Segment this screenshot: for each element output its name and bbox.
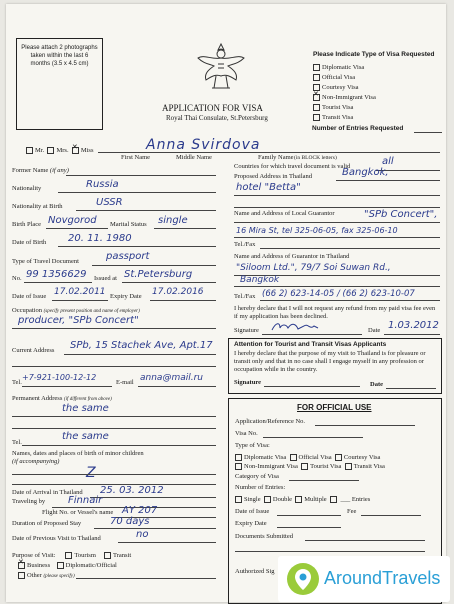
permanent-address-value[interactable]: the same — [62, 403, 109, 414]
visa-type-item[interactable]: Transit Visa — [313, 114, 376, 121]
telfax2-value[interactable]: (66 2) 623-14-05 / (66 2) 623-10-07 — [262, 289, 415, 299]
declaration-text: I hereby declare that I will not request any refund from my paid visa fee even if my application has been declined. — [234, 305, 436, 321]
official-title: FOR OFFICIAL USE — [297, 403, 372, 412]
official-doi-label: Date of Issue — [235, 508, 270, 515]
entries-options: Single Double Multiple ___ Entries — [235, 496, 370, 503]
category-label: Category of Visa — [235, 473, 279, 480]
duration-label: Duration of Proposed Stay — [12, 520, 82, 527]
entries-label: Number of Entries Requested — [312, 125, 404, 132]
expiry-label: Expiry Date — [110, 293, 142, 300]
local-guarantor-value-2[interactable]: 16 Mira St, tel 325-06-05, fax 325-06-10 — [236, 226, 398, 235]
issued-at-label: Issued at — [94, 275, 117, 282]
visa-type-item[interactable]: Courtesy Visa — [313, 84, 376, 91]
traveling-by-label: Traveling by — [12, 498, 46, 505]
telfax-label: Tel./Fax — [234, 241, 256, 248]
nationality-birth-label: Nationality at Birth — [12, 203, 63, 210]
doc-no-value[interactable]: 99 1356629 — [26, 269, 87, 280]
ref-label: Application/Reference No. — [235, 418, 306, 425]
current-address-value[interactable]: SPb, 15 Stachek Ave, Apt.17 — [70, 340, 213, 351]
tel-value[interactable]: +7-921-100-12-12 — [22, 373, 97, 382]
local-guarantor-label: Name and Address of Local Guarantor — [234, 210, 335, 217]
visa-type-item[interactable]: Tourist Visa — [313, 104, 376, 111]
permanent-address-label: Permanent Address (if different from above) — [12, 395, 112, 402]
occupation-label: Occupation (specify present position and name of employer) — [12, 307, 140, 314]
documents-label: Documents Submitted — [235, 533, 293, 540]
proposed-address-value-2[interactable]: hotel "Betta" — [236, 182, 301, 193]
photo-box — [16, 38, 103, 130]
countries-label: Countries for which travel document is valid — [234, 163, 351, 170]
current-address-label: Current Address — [12, 347, 55, 354]
arrival-value[interactable]: 25. 03. 2012 — [100, 485, 164, 496]
local-guarantor-value-1[interactable]: "SPb Concert", — [364, 209, 438, 220]
marital-status-value[interactable]: single — [158, 215, 188, 226]
proposed-address-value-1[interactable]: Bangkok, — [342, 167, 389, 178]
official-type-row-1: Diplomatic Visa Official Visa Courtesy Visa — [235, 454, 380, 461]
purpose-row: Purpose of Visit: Tourism Transit — [12, 551, 132, 559]
official-type-label: Type of Visa: — [235, 442, 270, 449]
dob-value[interactable]: 20. 11. 1980 — [68, 233, 132, 244]
birth-place-value[interactable]: Novgorod — [48, 215, 97, 226]
visa-type-item[interactable]: Official Visa — [313, 74, 376, 81]
flight-value[interactable]: AY 207 — [122, 505, 158, 516]
attention-title: Attention for Tourist and Transit Visas Applicants — [234, 341, 387, 348]
arrival-label: Date of Arrival in Thailand — [12, 489, 83, 496]
first-name-label: First Name — [121, 154, 151, 161]
watermark-logo — [278, 556, 450, 602]
purpose-row-3: Other (please specify) — [18, 572, 75, 579]
marital-status-label: Marital Status — [110, 221, 147, 228]
consulate-name: Royal Thai Consulate, St.Petersburg — [166, 114, 268, 122]
official-type-row-2: Non-Immigrant Visa Tourist Visa Transit Visa — [235, 463, 385, 470]
telfax2-label: Tel./Fax — [234, 293, 256, 300]
nationality-value[interactable]: Russia — [86, 179, 119, 190]
doc-no-label: No. — [12, 275, 22, 282]
tel2-label: Tel. — [12, 439, 22, 446]
visa-application-form — [6, 4, 446, 602]
date2-label: Date — [370, 381, 383, 388]
flight-label: Flight No. or Vessel's name — [42, 509, 114, 516]
expiry-value[interactable]: 17.02.2016 — [152, 287, 204, 297]
form-title: APPLICATION FOR VISA — [162, 103, 263, 113]
visa-type-list — [313, 64, 376, 121]
children-value[interactable]: Z — [86, 465, 96, 481]
countries-value[interactable]: all — [382, 156, 394, 167]
family-name-label: Family Name — [258, 154, 294, 161]
email-label: E-mail — [116, 379, 134, 386]
prev-visit-label: Date of Previous Visit to Thailand — [12, 535, 101, 542]
purpose-row-2: ✕Business Diplomatic/Official — [18, 562, 117, 569]
logo-text: AroundTravels — [324, 568, 441, 588]
signature2-label: Signature — [234, 379, 261, 386]
salutation-row: Mr. Mrs. ✕ Miss — [26, 147, 93, 154]
visa-type-heading: Please Indicate Type of Visa Requested — [313, 51, 435, 58]
middle-name-label: Middle Name — [176, 154, 212, 161]
doi-value[interactable]: 17.02.2011 — [54, 287, 106, 297]
birth-place-label: Birth Place — [12, 221, 42, 228]
traveling-by-value[interactable]: Finnair — [68, 495, 103, 506]
duration-value[interactable]: 70 days — [110, 516, 150, 527]
proposed-address-label: Proposed Address in Thailand — [234, 173, 313, 180]
official-expiry-label: Expiry Date — [235, 520, 267, 527]
nationality-birth-value[interactable]: USSR — [96, 197, 123, 208]
applicant-name[interactable]: Anna Svirdova — [146, 137, 261, 153]
date-value[interactable]: 1.03.2012 — [388, 320, 439, 331]
visa-type-item[interactable]: Diplomatic Visa — [313, 64, 376, 71]
location-pin-icon — [286, 562, 320, 596]
signature-label: Signature — [234, 327, 259, 334]
children-label: Names, dates and places of birth of minor children (if accompanying) — [12, 450, 144, 466]
guarantor-thailand-label: Name and Address of Guarantor in Thailand — [234, 253, 350, 260]
garuda-emblem-icon — [194, 40, 248, 96]
handwritten-signature — [270, 320, 320, 334]
nationality-label: Nationality — [12, 185, 42, 192]
photo-note: Please attach 2 photographs taken within the last 6 months (3.5 x 4.5 cm) — [21, 45, 98, 67]
visa-type-item-checked[interactable]: ✕Non-Immigrant Visa — [313, 94, 376, 101]
tel-label: Tel. — [12, 379, 22, 386]
attention-text: I hereby declare that the purpose of my visit to Thailand is for pleasure or transit only and that in no case shall I engage myself in any profession or occupation while in the country. — [234, 349, 426, 373]
tel2-value[interactable]: the same — [62, 431, 109, 442]
email-value[interactable]: anna@mail.ru — [140, 373, 203, 383]
date-label: Date — [368, 327, 381, 334]
dob-label: Date of Birth — [12, 239, 47, 246]
doc-type-value[interactable]: passport — [106, 251, 150, 262]
former-name-label: Former Name (if any) — [12, 167, 69, 174]
guarantor-thailand-value-2[interactable]: Bangkok — [240, 275, 280, 285]
authorized-signature-label: Authorized Sig — [235, 568, 275, 575]
doi-label: Date of Issue — [12, 293, 47, 300]
fee-label: Fee — [347, 508, 357, 515]
doc-type-label: Type of Travel Document — [12, 258, 79, 265]
block-letters-hint: (in BLOCK letters) — [294, 155, 337, 161]
occupation-value[interactable]: producer, "SPb Concert" — [18, 315, 139, 326]
prev-visit-value[interactable]: no — [136, 529, 149, 540]
entries-count-label: Number of Entries: — [235, 484, 286, 491]
guarantor-thailand-value-1[interactable]: "Siloom Ltd.", 79/7 Soi Suwan Rd., — [236, 263, 391, 273]
visa-no-label: Visa No. — [235, 430, 258, 437]
issued-at-value[interactable]: St.Petersburg — [124, 269, 193, 280]
